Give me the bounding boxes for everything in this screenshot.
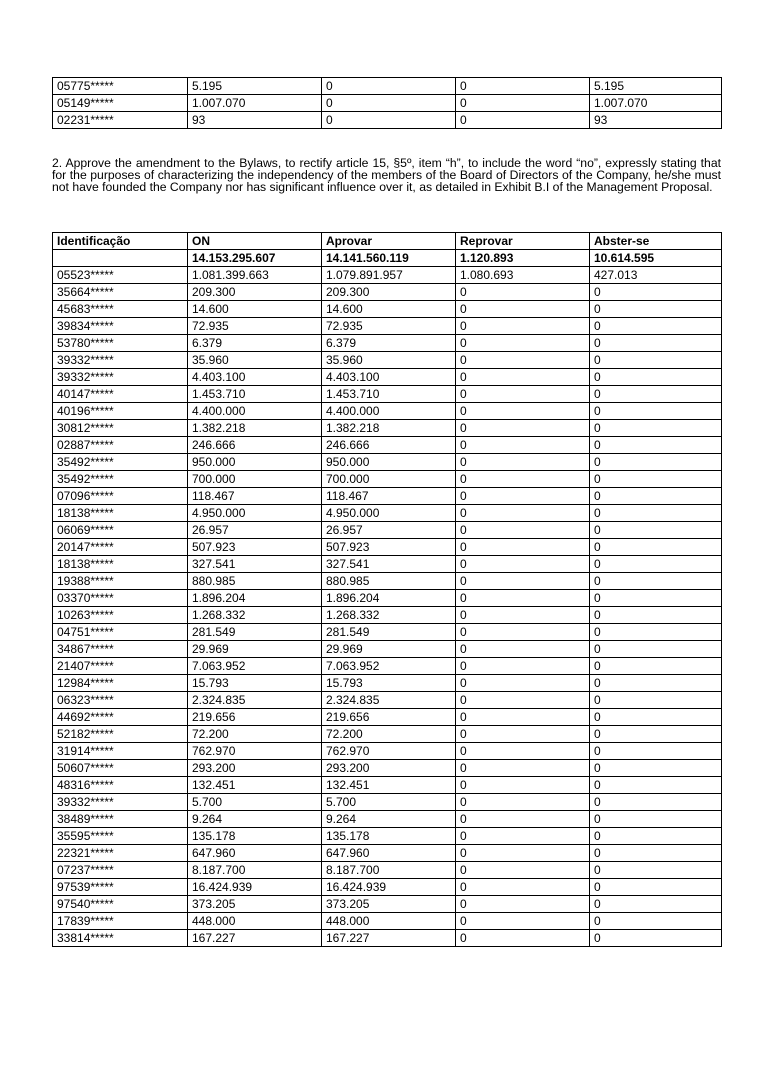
table-cell: 44692***** bbox=[53, 709, 188, 726]
table-cell: 05523***** bbox=[53, 267, 188, 284]
table-row bbox=[53, 845, 722, 862]
table-cell: 72.935 bbox=[322, 318, 456, 335]
table-cell: 0 bbox=[456, 505, 590, 522]
table-cell: 0 bbox=[590, 301, 722, 318]
table-cell: 762.970 bbox=[188, 743, 322, 760]
table-cell: 35595***** bbox=[53, 828, 188, 845]
header-cell: Reprovar bbox=[456, 233, 590, 250]
table-cell: 0 bbox=[456, 369, 590, 386]
table-cell: 0 bbox=[456, 760, 590, 777]
table-cell: 39332***** bbox=[53, 794, 188, 811]
table-cell: 0 bbox=[456, 658, 590, 675]
table-cell: 0 bbox=[456, 692, 590, 709]
table-row bbox=[53, 828, 722, 845]
table-cell: 0 bbox=[456, 726, 590, 743]
table-cell: 0 bbox=[590, 896, 722, 913]
table-cell: 72.935 bbox=[188, 318, 322, 335]
table-cell: 52182***** bbox=[53, 726, 188, 743]
table-row bbox=[53, 862, 722, 879]
table-cell: 281.549 bbox=[322, 624, 456, 641]
table-cell: 246.666 bbox=[322, 437, 456, 454]
table-cell: 0 bbox=[456, 811, 590, 828]
table-cell: 0 bbox=[456, 879, 590, 896]
table-cell: 118.467 bbox=[322, 488, 456, 505]
header-cell: Aprovar bbox=[322, 233, 456, 250]
table-row bbox=[53, 386, 722, 403]
table-cell: 0 bbox=[456, 301, 590, 318]
table-row bbox=[53, 522, 722, 539]
table-row bbox=[53, 284, 722, 301]
table-cell: 0 bbox=[590, 624, 722, 641]
header-cell: Identificação bbox=[53, 233, 188, 250]
table-cell: 0 bbox=[590, 522, 722, 539]
table-cell: 4.403.100 bbox=[322, 369, 456, 386]
table-cell: 0 bbox=[456, 573, 590, 590]
table-cell: 700.000 bbox=[188, 471, 322, 488]
table-row bbox=[53, 505, 722, 522]
table-row bbox=[53, 777, 722, 794]
table-cell: 1.453.710 bbox=[188, 386, 322, 403]
table-cell: 0 bbox=[590, 811, 722, 828]
table-cell: 0 bbox=[590, 318, 722, 335]
table-cell: 38489***** bbox=[53, 811, 188, 828]
table-cell: 448.000 bbox=[188, 913, 322, 930]
table-cell: 0 bbox=[456, 794, 590, 811]
table-cell: 1.268.332 bbox=[188, 607, 322, 624]
table-row bbox=[53, 454, 722, 471]
table-cell: 507.923 bbox=[322, 539, 456, 556]
table-cell: 97540***** bbox=[53, 896, 188, 913]
table-row bbox=[53, 78, 722, 95]
table-cell: 219.656 bbox=[188, 709, 322, 726]
table-cell: 0 bbox=[456, 777, 590, 794]
vote-table-body bbox=[53, 267, 722, 947]
table-cell: 0 bbox=[590, 573, 722, 590]
table-cell: 02887***** bbox=[53, 437, 188, 454]
table-cell: 33814***** bbox=[53, 930, 188, 947]
table-row bbox=[53, 709, 722, 726]
table-cell: 327.541 bbox=[322, 556, 456, 573]
table-cell: 0 bbox=[590, 862, 722, 879]
table-cell: 05775***** bbox=[53, 78, 188, 95]
table-cell: 0 bbox=[456, 607, 590, 624]
table-cell: 132.451 bbox=[188, 777, 322, 794]
table-row bbox=[53, 369, 722, 386]
table-cell: 0 bbox=[590, 420, 722, 437]
table-cell: 22321***** bbox=[53, 845, 188, 862]
table-cell: 29.969 bbox=[188, 641, 322, 658]
table-cell: 0 bbox=[590, 369, 722, 386]
table-cell: 93 bbox=[188, 112, 322, 129]
totals-row bbox=[53, 250, 722, 267]
table-cell: 4.400.000 bbox=[188, 403, 322, 420]
table-cell: 39332***** bbox=[53, 352, 188, 369]
table-cell: 1.007.070 bbox=[590, 95, 722, 112]
totals-cell: 14.153.295.607 bbox=[188, 250, 322, 267]
table-cell: 14.600 bbox=[322, 301, 456, 318]
table-cell: 0 bbox=[456, 335, 590, 352]
table-cell: 15.793 bbox=[322, 675, 456, 692]
table-cell: 647.960 bbox=[188, 845, 322, 862]
table-row bbox=[53, 318, 722, 335]
table-cell: 0 bbox=[456, 437, 590, 454]
table-row bbox=[53, 267, 722, 284]
table-row bbox=[53, 641, 722, 658]
table-cell: 0 bbox=[456, 95, 590, 112]
table-cell: 5.700 bbox=[188, 794, 322, 811]
table-cell: 7.063.952 bbox=[188, 658, 322, 675]
table-row bbox=[53, 726, 722, 743]
table-row bbox=[53, 913, 722, 930]
table-row bbox=[53, 658, 722, 675]
table-cell: 647.960 bbox=[322, 845, 456, 862]
table-cell: 0 bbox=[456, 352, 590, 369]
table-cell: 0 bbox=[590, 709, 722, 726]
table-cell: 132.451 bbox=[322, 777, 456, 794]
table-cell: 12984***** bbox=[53, 675, 188, 692]
table-cell: 0 bbox=[590, 335, 722, 352]
table-cell: 0 bbox=[456, 590, 590, 607]
table-cell: 53780***** bbox=[53, 335, 188, 352]
table-cell: 1.079.891.957 bbox=[322, 267, 456, 284]
table-cell: 0 bbox=[590, 454, 722, 471]
table-cell: 135.178 bbox=[188, 828, 322, 845]
continued-vote-table bbox=[52, 77, 722, 129]
table-row bbox=[53, 590, 722, 607]
table-cell: 209.300 bbox=[188, 284, 322, 301]
table-cell: 0 bbox=[322, 78, 456, 95]
table-row bbox=[53, 624, 722, 641]
table-cell: 762.970 bbox=[322, 743, 456, 760]
table-cell: 0 bbox=[456, 828, 590, 845]
table-cell: 0 bbox=[456, 112, 590, 129]
table-cell: 03370***** bbox=[53, 590, 188, 607]
table-cell: 20147***** bbox=[53, 539, 188, 556]
table-cell: 0 bbox=[456, 845, 590, 862]
table-cell: 0 bbox=[456, 539, 590, 556]
header-row bbox=[53, 233, 722, 250]
table-cell: 06069***** bbox=[53, 522, 188, 539]
table-cell: 1.382.218 bbox=[188, 420, 322, 437]
table-row bbox=[53, 692, 722, 709]
table-row bbox=[53, 811, 722, 828]
table-cell: 0 bbox=[456, 78, 590, 95]
table-row bbox=[53, 794, 722, 811]
table-row bbox=[53, 607, 722, 624]
table-cell: 1.081.399.663 bbox=[188, 267, 322, 284]
table-cell: 118.467 bbox=[188, 488, 322, 505]
table-row bbox=[53, 539, 722, 556]
table-cell: 293.200 bbox=[188, 760, 322, 777]
table-cell: 0 bbox=[322, 95, 456, 112]
table-cell: 0 bbox=[590, 437, 722, 454]
table-cell: 40147***** bbox=[53, 386, 188, 403]
table-row bbox=[53, 471, 722, 488]
table-cell: 0 bbox=[590, 743, 722, 760]
table-cell: 02231***** bbox=[53, 112, 188, 129]
table-cell: 8.187.700 bbox=[188, 862, 322, 879]
table-cell: 0 bbox=[456, 896, 590, 913]
table-cell: 1.896.204 bbox=[188, 590, 322, 607]
table-cell: 0 bbox=[590, 760, 722, 777]
table-cell: 0 bbox=[456, 743, 590, 760]
table-cell: 0 bbox=[590, 794, 722, 811]
table-cell: 0 bbox=[456, 862, 590, 879]
table-cell: 18138***** bbox=[53, 556, 188, 573]
table-cell: 04751***** bbox=[53, 624, 188, 641]
table-cell: 0 bbox=[456, 930, 590, 947]
table-row bbox=[53, 95, 722, 112]
table-cell: 35492***** bbox=[53, 471, 188, 488]
table-cell: 05149***** bbox=[53, 95, 188, 112]
table-row bbox=[53, 420, 722, 437]
table-cell: 167.227 bbox=[322, 930, 456, 947]
table-cell: 0 bbox=[590, 675, 722, 692]
totals-cell bbox=[53, 250, 188, 267]
agenda-item-text: 2. Approve the amendment to the Bylaws, to rectify article 15, §5º, item “h”, to include the word “no”, expressly stating that for the purposes of characterizing the independency of the members of the Board of Directors of the Company, he/she must not have founded the Company nor has significant influence over it, as detailed in Exhibit B.I of the Management Proposal. bbox=[52, 156, 721, 194]
table-cell: 26.957 bbox=[188, 522, 322, 539]
table-cell: 0 bbox=[456, 556, 590, 573]
table-row bbox=[53, 930, 722, 947]
table-cell: 880.985 bbox=[188, 573, 322, 590]
table-cell: 0 bbox=[590, 777, 722, 794]
table-cell: 950.000 bbox=[322, 454, 456, 471]
table-cell: 31914***** bbox=[53, 743, 188, 760]
table-row bbox=[53, 301, 722, 318]
table-cell: 1.896.204 bbox=[322, 590, 456, 607]
table-cell: 167.227 bbox=[188, 930, 322, 947]
table-cell: 448.000 bbox=[322, 913, 456, 930]
table-row bbox=[53, 743, 722, 760]
table-cell: 6.379 bbox=[188, 335, 322, 352]
table-cell: 40196***** bbox=[53, 403, 188, 420]
table-cell: 0 bbox=[590, 658, 722, 675]
table-cell: 50607***** bbox=[53, 760, 188, 777]
table-cell: 5.195 bbox=[590, 78, 722, 95]
table-cell: 0 bbox=[456, 913, 590, 930]
table-cell: 0 bbox=[590, 879, 722, 896]
table-cell: 0 bbox=[590, 386, 722, 403]
table-cell: 7.063.952 bbox=[322, 658, 456, 675]
table-cell: 97539***** bbox=[53, 879, 188, 896]
table-cell: 29.969 bbox=[322, 641, 456, 658]
table-cell: 30812***** bbox=[53, 420, 188, 437]
table-cell: 07237***** bbox=[53, 862, 188, 879]
table-row bbox=[53, 112, 722, 129]
table-cell: 6.379 bbox=[322, 335, 456, 352]
table-cell: 0 bbox=[456, 624, 590, 641]
table-cell: 880.985 bbox=[322, 573, 456, 590]
table-cell: 16.424.939 bbox=[322, 879, 456, 896]
table-cell: 0 bbox=[590, 641, 722, 658]
totals-cell: 10.614.595 bbox=[590, 250, 722, 267]
table-cell: 0 bbox=[590, 692, 722, 709]
table-cell: 48316***** bbox=[53, 777, 188, 794]
table-row bbox=[53, 335, 722, 352]
table-cell: 327.541 bbox=[188, 556, 322, 573]
table-cell: 18138***** bbox=[53, 505, 188, 522]
table-cell: 373.205 bbox=[188, 896, 322, 913]
table-cell: 17839***** bbox=[53, 913, 188, 930]
table-cell: 5.195 bbox=[188, 78, 322, 95]
table-row bbox=[53, 675, 722, 692]
table-cell: 0 bbox=[456, 488, 590, 505]
table-cell: 15.793 bbox=[188, 675, 322, 692]
table-cell: 0 bbox=[456, 420, 590, 437]
table-cell: 0 bbox=[456, 318, 590, 335]
table-cell: 0 bbox=[590, 913, 722, 930]
continued-vote-table-body bbox=[53, 78, 722, 129]
table-cell: 5.700 bbox=[322, 794, 456, 811]
table-cell: 0 bbox=[590, 726, 722, 743]
table-cell: 10263***** bbox=[53, 607, 188, 624]
vote-table-head bbox=[53, 233, 722, 267]
table-cell: 0 bbox=[590, 828, 722, 845]
table-row bbox=[53, 488, 722, 505]
table-cell: 45683***** bbox=[53, 301, 188, 318]
table-cell: 35.960 bbox=[322, 352, 456, 369]
table-cell: 0 bbox=[590, 556, 722, 573]
table-cell: 8.187.700 bbox=[322, 862, 456, 879]
table-cell: 209.300 bbox=[322, 284, 456, 301]
table-cell: 4.950.000 bbox=[322, 505, 456, 522]
table-cell: 0 bbox=[590, 284, 722, 301]
table-row bbox=[53, 437, 722, 454]
table-cell: 507.923 bbox=[188, 539, 322, 556]
header-cell: Abster-se bbox=[590, 233, 722, 250]
table-cell: 246.666 bbox=[188, 437, 322, 454]
table-cell: 1.080.693 bbox=[456, 267, 590, 284]
table-cell: 9.264 bbox=[322, 811, 456, 828]
table-cell: 0 bbox=[590, 505, 722, 522]
table-cell: 0 bbox=[590, 539, 722, 556]
table-cell: 0 bbox=[456, 641, 590, 658]
table-cell: 0 bbox=[456, 403, 590, 420]
table-cell: 0 bbox=[590, 607, 722, 624]
table-cell: 16.424.939 bbox=[188, 879, 322, 896]
table-cell: 2.324.835 bbox=[188, 692, 322, 709]
table-cell: 0 bbox=[456, 675, 590, 692]
table-cell: 950.000 bbox=[188, 454, 322, 471]
table-cell: 135.178 bbox=[322, 828, 456, 845]
table-cell: 0 bbox=[590, 488, 722, 505]
table-row bbox=[53, 403, 722, 420]
table-row bbox=[53, 879, 722, 896]
table-cell: 427.013 bbox=[590, 267, 722, 284]
table-cell: 0 bbox=[590, 403, 722, 420]
table-cell: 21407***** bbox=[53, 658, 188, 675]
table-cell: 1.007.070 bbox=[188, 95, 322, 112]
table-cell: 9.264 bbox=[188, 811, 322, 828]
table-row bbox=[53, 573, 722, 590]
table-cell: 219.656 bbox=[322, 709, 456, 726]
table-cell: 0 bbox=[456, 386, 590, 403]
table-cell: 0 bbox=[590, 930, 722, 947]
table-cell: 0 bbox=[456, 522, 590, 539]
table-cell: 0 bbox=[456, 454, 590, 471]
table-cell: 0 bbox=[456, 709, 590, 726]
table-cell: 4.403.100 bbox=[188, 369, 322, 386]
table-cell: 35.960 bbox=[188, 352, 322, 369]
table-cell: 19388***** bbox=[53, 573, 188, 590]
table-cell: 35664***** bbox=[53, 284, 188, 301]
table-cell: 0 bbox=[590, 590, 722, 607]
table-row bbox=[53, 896, 722, 913]
table-cell: 373.205 bbox=[322, 896, 456, 913]
table-cell: 1.382.218 bbox=[322, 420, 456, 437]
table-cell: 06323***** bbox=[53, 692, 188, 709]
table-cell: 07096***** bbox=[53, 488, 188, 505]
table-cell: 72.200 bbox=[322, 726, 456, 743]
table-cell: 1.268.332 bbox=[322, 607, 456, 624]
header-cell: ON bbox=[188, 233, 322, 250]
table-row bbox=[53, 352, 722, 369]
vote-table bbox=[52, 232, 722, 947]
table-cell: 700.000 bbox=[322, 471, 456, 488]
table-cell: 4.950.000 bbox=[188, 505, 322, 522]
table-cell: 93 bbox=[590, 112, 722, 129]
table-cell: 1.453.710 bbox=[322, 386, 456, 403]
table-cell: 39332***** bbox=[53, 369, 188, 386]
table-cell: 0 bbox=[456, 471, 590, 488]
table-cell: 0 bbox=[590, 352, 722, 369]
table-cell: 2.324.835 bbox=[322, 692, 456, 709]
table-cell: 35492***** bbox=[53, 454, 188, 471]
table-row bbox=[53, 556, 722, 573]
table-cell: 26.957 bbox=[322, 522, 456, 539]
table-cell: 39834***** bbox=[53, 318, 188, 335]
totals-cell: 1.120.893 bbox=[456, 250, 590, 267]
table-cell: 281.549 bbox=[188, 624, 322, 641]
table-cell: 293.200 bbox=[322, 760, 456, 777]
totals-cell: 14.141.560.119 bbox=[322, 250, 456, 267]
table-cell: 0 bbox=[590, 471, 722, 488]
table-cell: 0 bbox=[590, 845, 722, 862]
table-row bbox=[53, 760, 722, 777]
table-cell: 0 bbox=[456, 284, 590, 301]
table-cell: 0 bbox=[322, 112, 456, 129]
table-cell: 4.400.000 bbox=[322, 403, 456, 420]
table-cell: 14.600 bbox=[188, 301, 322, 318]
table-cell: 72.200 bbox=[188, 726, 322, 743]
table-cell: 34867***** bbox=[53, 641, 188, 658]
